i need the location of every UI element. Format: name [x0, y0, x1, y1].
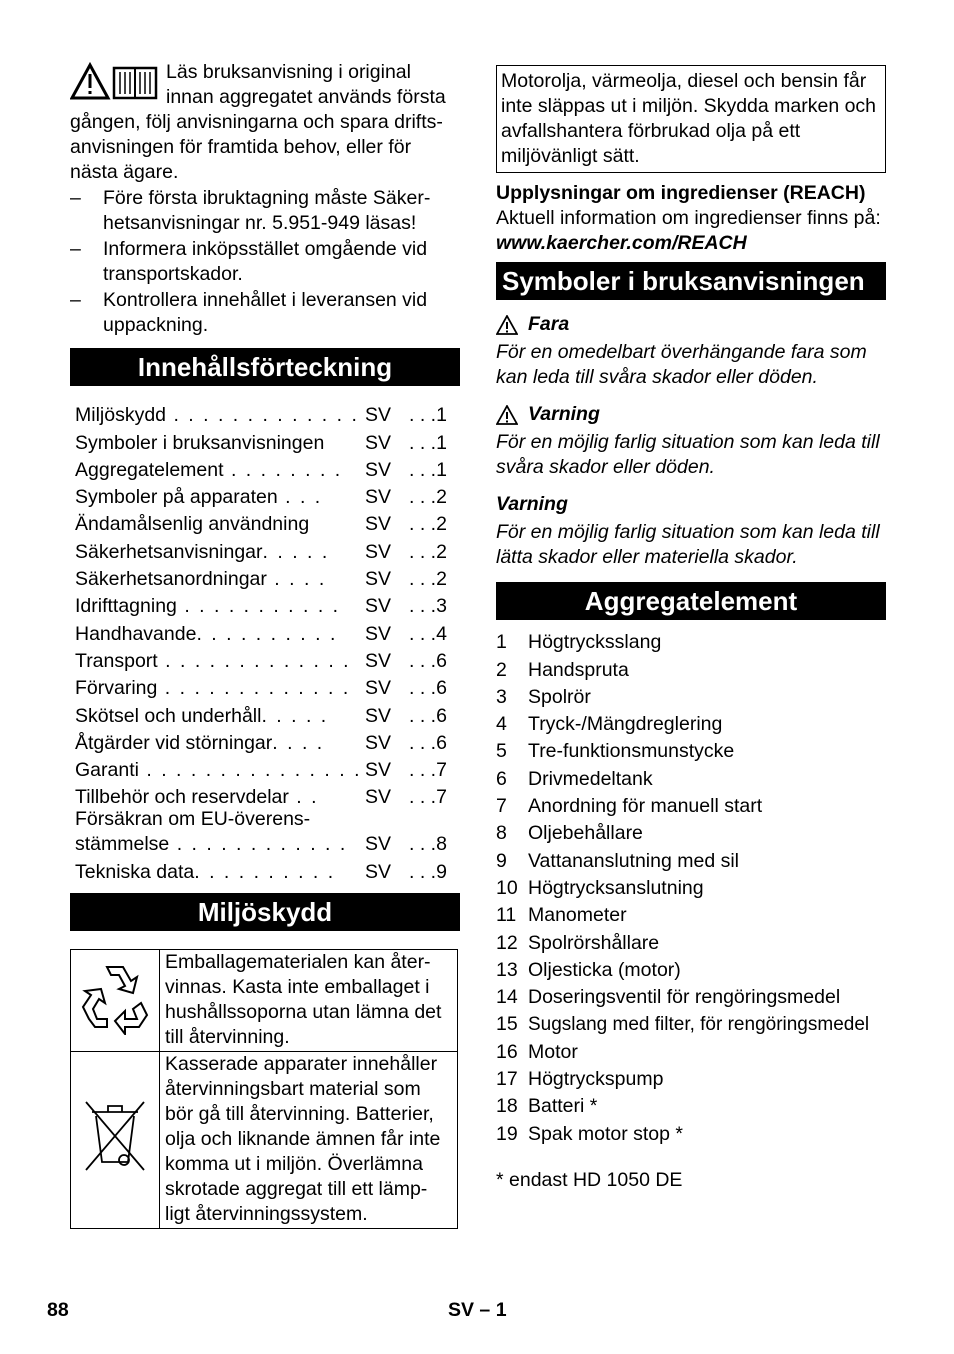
warning-text: För en möjlig farlig situation som kan leda till svåra skador eller döden.: [496, 431, 880, 478]
list-item: [496, 956, 886, 983]
environment-heading: Miljöskydd: [70, 893, 460, 931]
list-item: [496, 1065, 886, 1092]
list-item: [496, 901, 886, 928]
danger-label: Fara: [528, 313, 570, 335]
part-number: 14: [496, 986, 518, 1009]
toc-entry-label: Handhavande: [75, 622, 197, 645]
part-label: Handspruta: [528, 658, 629, 681]
part-label: Motor: [528, 1040, 578, 1063]
toc-entry[interactable]: [75, 483, 460, 510]
toc-page: . . .9: [409, 860, 447, 883]
part-label: Manometer: [528, 904, 627, 927]
toc-lang: SV: [365, 431, 392, 454]
toc-page: . . .2: [409, 486, 447, 509]
toc-dots: . .: [288, 786, 319, 809]
toc-lang: SV: [365, 458, 392, 481]
oil-notice: Motorolja, värmeolja, diesel och bensin får inte släppas ut i miljön. Skydda marken och avfallshantera förbrukad olja på ett miljövänligt sätt.: [496, 65, 886, 173]
reach-heading: Upplysningar om ingredienser (REACH): [496, 182, 866, 204]
toc-entry[interactable]: [75, 565, 460, 592]
toc-lang: SV: [365, 649, 392, 672]
toc-page: . . .4: [409, 622, 447, 645]
toc-entry[interactable]: [75, 810, 460, 857]
toc-entry-label: Garanti: [75, 759, 139, 782]
danger-text: För en omedelbart överhängande fara som kan leda till svåra skador eller döden.: [496, 341, 867, 388]
part-number: 10: [496, 876, 518, 899]
toc-dots: . . . . . . . . . . . . .: [157, 677, 351, 700]
part-number: 7: [496, 795, 507, 818]
toc-page: . . .3: [409, 595, 447, 618]
toc-entry-label: Transport: [75, 649, 158, 672]
intro-text: Läs bruksanvisning i original innan aggregatet används första gången, följ anvisningarna och spara drifts-anvisningen för framtida behov, eller för nästa ägare.: [70, 61, 446, 183]
toc-lang: SV: [365, 704, 392, 727]
part-number: 1: [496, 631, 507, 654]
list-item: [496, 710, 886, 737]
warning-triangle-icon: [496, 405, 518, 425]
toc-entry-label: Idrifttagning: [75, 595, 177, 618]
part-label: Tre-funktionsmunstycke: [528, 740, 735, 763]
toc-page: . . .6: [409, 649, 447, 672]
list-item: [496, 683, 886, 710]
part-label: Oljebehållare: [528, 822, 643, 845]
list-item: – Kontrollera innehållet i leveransen vid uppackning.: [70, 288, 460, 338]
toc-entry-label: Säkerhetsanvisningar: [75, 540, 263, 563]
toc-page: . . .8: [409, 833, 447, 856]
part-number: 18: [496, 1095, 518, 1118]
toc-dots: . . . . . . . . . .: [196, 622, 338, 645]
list-item: [496, 983, 886, 1010]
list-item: [496, 1010, 886, 1037]
part-number: 16: [496, 1040, 518, 1063]
reach-link[interactable]: www.kaercher.com/REACH: [496, 232, 747, 254]
part-number: 9: [496, 849, 507, 872]
toc-lang: SV: [365, 622, 392, 645]
toc-dots: . . . . . . . .: [223, 458, 343, 481]
toc-lang: SV: [365, 404, 392, 427]
toc-dots: . . .: [277, 486, 323, 509]
toc-dots: . . . . . . . . . . .: [176, 595, 341, 618]
toc-dots: . . . . . . . . . .: [194, 860, 336, 883]
part-label: Spolrörshållare: [528, 931, 660, 954]
toc-entry-label: Ändamålsenlig användning: [75, 513, 310, 536]
symbols-heading: Symboler i bruksanvisningen: [496, 262, 886, 300]
warning-triangle-icon: [496, 315, 518, 335]
toc-lang: SV: [365, 568, 392, 591]
table-row: [71, 1051, 458, 1228]
caution-text: För en möjlig farlig situation som kan leda till lätta skador eller materiella skador.: [496, 521, 880, 568]
page-number: 88: [47, 1299, 69, 1321]
toc-entry-label: Åtgärder vid störningar: [75, 731, 273, 754]
table-of-contents: [70, 401, 460, 885]
toc-entry[interactable]: [75, 428, 460, 455]
toc-page: . . .1: [409, 431, 447, 454]
part-label: Batteri *: [528, 1095, 598, 1118]
warning-heading: [496, 402, 886, 427]
toc-page: . . .6: [409, 704, 447, 727]
toc-entry-label: Tekniska data: [75, 860, 195, 883]
toc-entry-label: Symboler på apparaten: [75, 486, 278, 509]
toc-entry-label: Försäkran om EU-överens-: [75, 808, 311, 831]
parts-footnote: * endast HD 1050 DE: [496, 1169, 683, 1192]
toc-entry-label: Säkerhetsanordningar: [75, 568, 267, 591]
toc-lang: SV: [365, 731, 392, 754]
toc-entry[interactable]: [75, 619, 460, 646]
list-item: [496, 655, 886, 682]
toc-entry[interactable]: [75, 701, 460, 728]
environment-table: [70, 949, 458, 1229]
toc-dots: . . . .: [266, 568, 327, 591]
toc-page: . . .1: [409, 404, 447, 427]
toc-entry[interactable]: [75, 783, 460, 810]
toc-lang: SV: [365, 595, 392, 618]
toc-entry[interactable]: [75, 537, 460, 564]
toc-entry-label: Skötsel och underhåll: [75, 704, 262, 727]
intro: [70, 58, 460, 338]
toc-page: . . .2: [409, 513, 447, 536]
list-item: [496, 1037, 886, 1064]
part-label: Sugslang med filter, för rengöringsmedel: [528, 1014, 870, 1036]
toc-page: . . .7: [409, 759, 447, 782]
toc-lang: SV: [365, 786, 392, 809]
toc-entry[interactable]: [75, 647, 460, 674]
toc-lang: SV: [365, 833, 392, 856]
toc-heading: Innehållsförteckning: [70, 348, 460, 386]
danger-heading: [496, 312, 886, 337]
part-label: Högtryckspump: [528, 1068, 664, 1091]
toc-dots: . . . . . . . . . . . . . . .: [138, 759, 362, 782]
part-number: 17: [496, 1068, 518, 1091]
toc-entry[interactable]: [75, 510, 460, 537]
toc-dots: . . . . .: [261, 704, 329, 727]
part-number: 4: [496, 713, 507, 736]
left-column: [70, 58, 460, 1229]
part-number: 15: [496, 1013, 518, 1036]
toc-lang: SV: [365, 540, 392, 563]
part-number: 2: [496, 658, 507, 681]
part-number: 11: [496, 904, 517, 927]
part-label: Anordning för manuell start: [528, 795, 763, 818]
list-item: [496, 846, 886, 873]
page-reference: SV – 1: [448, 1299, 507, 1321]
list-item: [496, 737, 886, 764]
toc-entry[interactable]: [75, 756, 460, 783]
toc-dots: . . . . . . . . . . . . .: [166, 404, 359, 427]
intro-list: [70, 186, 460, 338]
right-column: [496, 58, 886, 1193]
list-item: [496, 764, 886, 791]
toc-lang: SV: [365, 860, 392, 883]
parts-list: [496, 628, 886, 1147]
crossed-bin-icon: [80, 1096, 150, 1176]
toc-entry[interactable]: [75, 729, 460, 756]
caution-label: Varning: [496, 493, 568, 515]
bin-cell: [71, 1051, 160, 1228]
list-item: [496, 874, 886, 901]
part-number: 3: [496, 685, 507, 708]
toc-page: . . .2: [409, 568, 447, 591]
toc-entry-label: Miljöskydd: [75, 404, 167, 427]
toc-dots: . . . . . . . . . . . . .: [157, 649, 351, 672]
toc-entry[interactable]: [75, 592, 460, 619]
toc-lang: SV: [365, 759, 392, 782]
recycling-icon: [77, 959, 153, 1035]
part-number: 12: [496, 931, 518, 954]
toc-page: . . .6: [409, 677, 447, 700]
warning-label: Varning: [528, 403, 600, 425]
part-number: 19: [496, 1122, 518, 1145]
part-label: Högtrycksslang: [528, 631, 662, 654]
toc-entry[interactable]: [75, 674, 460, 701]
recycling-cell: [71, 949, 160, 1051]
toc-entry[interactable]: [75, 857, 460, 884]
toc-page: . . .1: [409, 458, 447, 481]
toc-lang: SV: [365, 486, 392, 509]
toc-entry-label: Aggregatelement: [75, 458, 224, 481]
part-label: Vattananslutning med sil: [528, 849, 740, 872]
environment-text: Emballagematerialen kan åter-vinnas. Kasta inte emballaget i hushållssoporna utan lämna det till återvinning.: [160, 949, 458, 1051]
list-item: – Informera inköpsstället omgående vid transportskador.: [70, 237, 460, 287]
reach-text: Aktuell information om ingredienser finns på:: [496, 207, 881, 229]
list-item: [496, 1092, 886, 1119]
part-label: Drivmedeltank: [528, 767, 653, 790]
warning-manual-icon: [70, 62, 160, 102]
part-number: 8: [496, 822, 507, 845]
list-item: [496, 792, 886, 819]
list-item: [496, 628, 886, 655]
part-label: Spolrör: [528, 685, 591, 708]
part-label: Högtrycksanslutning: [528, 876, 704, 899]
list-item: [496, 819, 886, 846]
parts-heading: Aggregatelement: [496, 582, 886, 620]
toc-page: . . .7: [409, 786, 447, 809]
toc-entry-label: Symboler i bruksanvisningen: [75, 431, 325, 454]
toc-entry-label: Tillbehör och reservdelar: [75, 786, 289, 809]
part-label: Oljesticka (motor): [528, 958, 681, 981]
toc-lang: SV: [365, 513, 392, 536]
part-label: Spak motor stop *: [528, 1122, 683, 1145]
toc-page: . . .6: [409, 731, 447, 754]
table-row: [71, 949, 458, 1051]
part-label: Doseringsventil för rengöringsmedel: [528, 986, 841, 1009]
toc-lang: SV: [365, 677, 392, 700]
toc-dots: . . . . .: [262, 540, 330, 563]
list-item: [496, 928, 886, 955]
toc-dots: . . . .: [272, 731, 325, 754]
caution-heading: [496, 492, 886, 517]
toc-entry-label: stämmelse: [75, 833, 170, 856]
toc-dots: . . . . . . . . . . . .: [169, 833, 348, 856]
list-item: – Före första ibruktagning måste Säker-hetsanvisningar nr. 5.951-949 läsas!: [70, 186, 460, 236]
toc-entry[interactable]: [75, 401, 460, 428]
toc-entry-label: Förvaring: [75, 677, 158, 700]
part-number: 13: [496, 958, 518, 981]
part-label: Tryck-/Mängdreglering: [528, 713, 723, 736]
list-item: [496, 1119, 886, 1146]
environment-text: Kasserade apparater innehåller återvinningsbart material som bör gå till återvinning. Batterier, olja och liknande ämnen får inte komma ut i miljön. Överlämna skrotade aggregat till ett lämp-ligt återvinningssystem.: [160, 1051, 458, 1228]
part-number: 6: [496, 767, 507, 790]
toc-entry[interactable]: [75, 456, 460, 483]
part-number: 5: [496, 740, 507, 763]
toc-page: . . .2: [409, 540, 447, 563]
